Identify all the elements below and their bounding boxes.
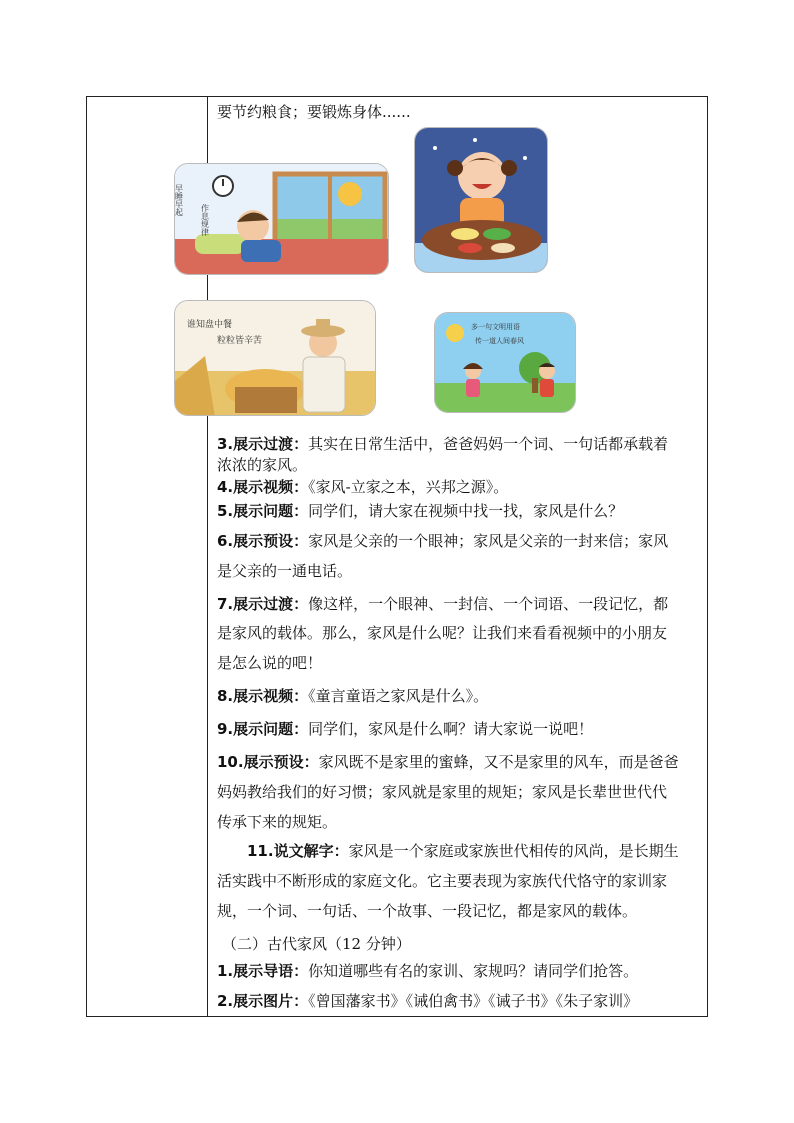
picture-farmer-grain: [174, 300, 376, 416]
text-line: 1.展示导语：你知道哪些有名的家训、家规吗？请同学们抢答。: [217, 962, 639, 980]
picture-caption: 谁知盘中餐: [187, 320, 233, 330]
text-line: 3.展示过渡：其实在日常生活中，爸爸妈妈一个词、一句话都承载着: [217, 435, 669, 453]
text-line: 5.展示问题：同学们，请大家在视频中找一找，家风是什么？: [217, 502, 624, 520]
section-heading: （二）古代家风（12 分钟）: [222, 935, 411, 953]
lesson-table: [86, 96, 708, 1017]
text-line: 规，一个词、一句话、一个故事、一段记忆，都是家风的载体。: [217, 902, 638, 920]
text-line: 8.展示视频：《童言童语之家风是什么》。: [217, 687, 489, 705]
text-line: 是怎么说的吧！: [217, 654, 323, 672]
text-line: 9.展示问题：同学们，家风是什么啊？请大家说一说吧！: [217, 720, 594, 738]
text-line: 4.展示视频：《家风-立家之本，兴邦之源》。: [217, 478, 509, 496]
text-line: 10.展示预设：家风既不是家里的蜜蜂，又不是家里的风车，而是爸爸: [217, 753, 679, 771]
text-line: 妈妈教给我们的好习惯；家风就是家里的规矩；家风是长辈世世代代: [217, 783, 668, 801]
picture-early-riser: [174, 163, 389, 275]
text-line: 7.展示过渡：像这样，一个眼神、一封信、一个词语、一段记忆，都: [217, 595, 669, 613]
picture-children-courtesy: [434, 312, 576, 413]
picture-girl-eating: [414, 127, 548, 273]
picture-caption: 多一句文明用语: [471, 323, 520, 331]
text-line: 传承下来的规矩。: [217, 813, 338, 831]
picture-caption: 传一道人间春风: [475, 337, 524, 345]
picture-caption: 粒粒皆辛苦: [217, 336, 263, 346]
text-line: 活实践中不断形成的家庭文化。它主要表现为家族代代恪守的家训家: [217, 872, 668, 890]
text-line: 浓浓的家风。: [217, 456, 308, 474]
text-line: 是家风的载体。那么，家风是什么呢？让我们来看看视频中的小朋友: [217, 624, 668, 642]
text-line: 6.展示预设：家风是父亲的一个眼神；家风是父亲的一封来信；家风: [217, 532, 669, 550]
text-line: 2.展示图片：《曾国藩家书》《诫伯禽书》《诫子书》《朱子家训》: [217, 992, 639, 1010]
picture-caption: 早睡早起: [175, 184, 184, 216]
text-line: 11.说文解字：家风是一个家庭或家族世代相传的风尚，是长期生: [247, 842, 679, 860]
text-line: 要节约粮食；要锻炼身体......: [217, 103, 411, 121]
picture-caption: 作息规律: [200, 204, 210, 236]
text-line: 是父亲的一通电话。: [217, 562, 353, 580]
